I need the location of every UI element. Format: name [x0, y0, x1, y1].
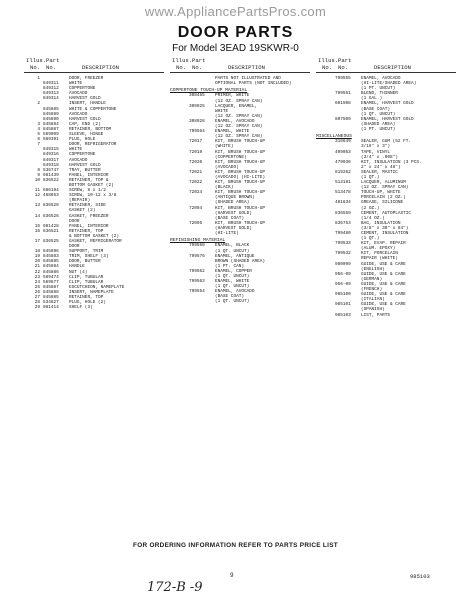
part-number: 799532: [335, 251, 351, 257]
part-description: OPTIONAL PARTS (NOT INCLUDED): [215, 81, 292, 87]
part-number: 569391: [43, 137, 59, 143]
part-description: HANDLE: [69, 264, 85, 270]
page-subtitle: For Model 3EAD 19SKWR-0: [172, 43, 299, 54]
illus-number: [316, 127, 335, 132]
part-row: [170, 299, 310, 304]
part-number: 836525: [43, 239, 59, 244]
part-number: 601508: [335, 101, 351, 107]
part-description: (3/8" x 30" x 84"): [361, 225, 409, 231]
part-number: 481634: [335, 200, 351, 206]
part-description: DOOR: [69, 218, 80, 224]
header-description: DESCRIPTION: [228, 64, 265, 71]
part-description: GASKET, FREEZER: [69, 213, 109, 219]
part-description: ESCUTCHEON, NAMEPLATE: [69, 284, 125, 290]
part-number: 309925: [189, 103, 205, 109]
part-description: SEALER, GUM (52 FT.: [361, 139, 412, 145]
part-number: 845885: [43, 106, 59, 112]
part-description: PORCELAIN (2 OZ.): [361, 195, 406, 201]
part-description: (SHADED AREA): [361, 121, 396, 127]
part-description: GUIDE, USE & CARE: [361, 302, 406, 308]
part-row: [24, 305, 164, 310]
part-description: LIST, PARTS: [361, 312, 390, 318]
part-description: GASKET (2): [69, 208, 96, 214]
part-number: 849315: [43, 147, 59, 153]
part-description: RETAINER, SIDE: [69, 203, 106, 209]
watermark: www.AppliancePartsPros.com: [144, 4, 327, 19]
part-number: 845890: [43, 116, 59, 122]
part-number: 849312: [43, 86, 59, 92]
part-number: [335, 127, 361, 132]
part-number: 513478: [335, 190, 351, 196]
illus-number: 27: [34, 295, 40, 301]
part-number: 72024: [189, 190, 203, 196]
illus-number: 3: [37, 121, 40, 127]
header-illus-no: No.: [30, 64, 41, 71]
part-number: 799554: [189, 289, 205, 295]
header-part-no: No.: [46, 64, 57, 71]
part-number: 845885: [43, 259, 59, 265]
header-description: DESCRIPTION: [374, 64, 411, 71]
part-description: AVOCADO: [69, 111, 88, 117]
part-number: 799562: [189, 268, 205, 274]
part-number: 807509: [335, 116, 351, 122]
part-number: 845887: [43, 126, 59, 132]
part-description: KIT, INSULATION (3 PCS.: [361, 159, 422, 165]
part-description: TOUCH-UP, WHITE: [361, 190, 401, 196]
part-description: CLIP, TUBULAR: [69, 279, 104, 285]
part-description: WHITE: [215, 108, 229, 114]
section-title: REFINISHING MATERIAL: [170, 238, 226, 244]
part-description: (1 QT. UNCUT): [361, 111, 396, 117]
illus-number: 25: [34, 284, 40, 290]
part-description: PRIMER, WHITE: [215, 93, 250, 99]
part-description: 3/16" x 3"): [361, 144, 390, 150]
part-description: (WHITE): [215, 144, 234, 150]
part-number: 845886: [43, 269, 59, 275]
part-description: (1 GAL.): [361, 96, 383, 102]
illus-number: 4: [37, 126, 40, 132]
part-description: GUIDE, USE & CARE: [361, 292, 406, 298]
part-description: (AVOCADO) (HI-LITE): [215, 174, 266, 180]
header-illus-no: No.: [322, 64, 333, 71]
part-description: INSERT, HANDLE: [69, 101, 106, 107]
part-description: WHITE & COPPERTONE: [69, 106, 117, 112]
part-description: (12 OZ. SPRAY CAN): [215, 124, 263, 130]
part-number: 72020: [189, 159, 203, 165]
part-description: & BOTTOM GASKET (2): [69, 233, 120, 239]
part-number: [189, 231, 215, 236]
part-number: 836522: [43, 177, 59, 183]
part-description: KIT, PORCELAIN: [361, 251, 398, 257]
illus-number: [170, 231, 189, 236]
part-number: 799551: [335, 91, 351, 97]
part-description: SCREW, 8 x 1/2: [69, 188, 106, 194]
part-number: 799560: [189, 243, 205, 249]
page-number: 9: [230, 572, 234, 579]
part-description: GASKET, REFRIGERATOR: [69, 239, 122, 244]
part-description: (GERMAN): [361, 276, 383, 282]
illus-number: 2: [37, 101, 40, 107]
part-description: (1 QT. UNCUT): [215, 284, 250, 290]
part-number: 836526: [43, 213, 59, 219]
part-description: ENAMEL, BLACK: [215, 243, 250, 249]
part-description: GREASE, SILICONE: [361, 200, 404, 206]
part-description: LACQUER, ALUMINUM: [361, 180, 406, 186]
part-description: (1 QT.): [361, 236, 380, 242]
part-number: 845889: [43, 111, 59, 117]
part-number: 536747: [43, 167, 59, 173]
part-description: (12 OZ. SPRAY CAN): [215, 98, 263, 104]
part-description: (1 QT.): [361, 174, 380, 180]
part-description: KIT, EVAP. REPAIR: [361, 241, 406, 247]
part-description: (COPPERTONE): [215, 154, 247, 160]
part-description: NUT (4): [69, 269, 88, 275]
part-description: KIT, BRUSH TOUCH-UP: [215, 220, 266, 226]
part-description: ENAMEL, WHITE: [215, 129, 250, 135]
part-number: 845896: [43, 249, 59, 255]
part-description: (HI-LITE/SHADED AREA): [361, 81, 417, 87]
part-description: ENAMEL, ANTIQUE: [215, 253, 255, 259]
header-illus-no: No.: [176, 64, 187, 71]
part-description: ENAMEL, WHITE: [215, 279, 250, 285]
part-number: 308928: [189, 118, 205, 124]
illus-number: 9: [37, 172, 40, 178]
illus-number: 14: [34, 213, 40, 219]
part-description: GUIDE, USE & CARE: [361, 281, 406, 287]
part-description: ENAMEL, HARVEST GOLD: [361, 116, 414, 122]
illus-number: [170, 299, 189, 304]
part-number: 836559: [335, 210, 351, 216]
part-description: (AVOCADO): [215, 164, 239, 170]
part-description: PANEL, INTERIOR: [69, 172, 109, 178]
part-description: GUIDE, USE & CARE: [361, 261, 406, 267]
illus-number: [170, 81, 189, 86]
illus-number: 28: [34, 300, 40, 306]
part-description: SUPPORT, TRIM: [69, 249, 104, 255]
part-description: TAPE, VINYL: [361, 149, 390, 155]
part-number: 985100: [335, 292, 351, 298]
part-description: SCREW, 10-12 x 3/8: [69, 193, 117, 199]
part-description: (1/4 OZ.): [361, 215, 385, 221]
part-description: (BASE COAT): [361, 106, 390, 112]
part-number: 316649: [335, 139, 351, 145]
illus-number: 7: [37, 142, 40, 148]
illus-number: 15: [34, 223, 40, 229]
part-description: HARVEST GOLD: [69, 96, 101, 102]
part-number: 845884: [43, 264, 59, 270]
part-description: COPPERTONE: [69, 86, 96, 92]
part-description: ENAMEL, AVOCADO: [215, 118, 255, 124]
part-number: 845888: [43, 289, 59, 295]
illus-number: 23: [34, 274, 40, 280]
illus-number: 1: [37, 76, 40, 81]
part-description: KIT, BRUSH TOUCH-UP: [215, 159, 266, 165]
handwritten-note: 172-B -9: [147, 580, 203, 595]
part-number: 799533: [335, 241, 351, 247]
part-description: CEMENT, AUTOPLASTIC: [361, 210, 412, 216]
header-illus: Illus.: [172, 57, 193, 64]
part-description: BROWN (SHADED AREA): [215, 258, 266, 264]
part-number: 836521: [43, 228, 59, 234]
part-number: 845884: [43, 121, 59, 127]
part-description: BAG, INSULATION: [361, 220, 401, 226]
part-description: KIT, BRUSH TOUCH-UP: [215, 180, 266, 186]
part-description: CLIP, TUBULAR: [69, 274, 104, 280]
part-description: INSERT, NAMEPLATE: [69, 289, 114, 295]
part-description: AVOCADO: [69, 157, 88, 163]
part-description: GUIDE, USE & CARE: [361, 271, 406, 277]
part-description: (1 PT. CAN): [215, 263, 244, 269]
part-number: 513181: [335, 180, 351, 186]
parts-column-right: [316, 58, 456, 318]
parts-column-middle: [170, 58, 310, 305]
part-description: (HARVEST GOLD): [215, 210, 252, 216]
part-number: 956-09: [335, 281, 351, 287]
section-title: MISCELLANEOUS: [316, 134, 352, 140]
part-description: DOOR, FREEZER: [69, 76, 104, 81]
part-description: HARVEST GOLD: [69, 116, 101, 122]
part-number: 849314: [43, 96, 59, 102]
illus-number: [316, 313, 335, 318]
illus-number: 13: [34, 203, 40, 209]
part-description: 2" x 24" x 48"): [361, 164, 401, 170]
part-description: CAP, END (2): [69, 121, 101, 127]
part-number: 845883: [43, 254, 59, 260]
part-number: 569677: [43, 279, 59, 285]
part-description: (1 PT. UNCUT): [361, 126, 396, 132]
part-description: TRAY, BUTTER: [69, 167, 101, 173]
header-part: Part: [338, 57, 352, 64]
part-row: [316, 313, 456, 318]
part-number: 72094: [189, 205, 203, 211]
part-number: 849313: [43, 91, 59, 97]
part-number: 819262: [335, 169, 351, 175]
part-description: RETAINER, BOTTOM: [69, 126, 112, 132]
part-description: (SHADED AREA): [215, 200, 250, 206]
part-number: 985101: [335, 302, 351, 308]
part-description: ENAMEL, COPPER: [215, 268, 252, 274]
column-header: [24, 58, 164, 73]
part-description: LACQUER, ENAMEL,: [215, 103, 258, 109]
part-description: (HARVEST GOLD): [215, 225, 252, 231]
illus-number: 24: [34, 279, 40, 285]
part-number: 981428: [43, 223, 59, 229]
part-number: 799563: [189, 279, 205, 285]
illus-number: 19: [34, 254, 40, 260]
illus-number: 10: [34, 177, 40, 183]
part-description: RETAINER, TOP: [69, 295, 104, 301]
part-number: 686194: [43, 188, 59, 194]
part-description: HARVEST GOLD: [69, 162, 101, 168]
part-number: 799555: [335, 76, 351, 81]
part-description: (REPAIR): [69, 198, 91, 204]
part-description: TRIM, SHELF (3): [69, 254, 109, 260]
part-description: (BLACK): [215, 185, 234, 191]
part-description: PARTS NOT ILLUSTRATED AND: [215, 76, 281, 81]
part-number: 845887: [43, 284, 59, 290]
part-description: DOOR, REFRIGERATOR: [69, 142, 117, 148]
part-description: (1 QT. UNCUT): [215, 248, 250, 254]
part-description: (BASE COAT): [215, 215, 244, 221]
part-description: AVOCADO: [69, 91, 88, 97]
part-number: 956-09: [335, 271, 351, 277]
part-description: SLEEVE, HINGE: [69, 132, 104, 138]
part-number: 569909: [43, 132, 59, 138]
part-description: (1 PT. UNCUT): [361, 86, 396, 92]
header-part-no: No.: [192, 64, 203, 71]
part-number: 799564: [189, 129, 205, 135]
part-description: (HI-LITE): [215, 231, 239, 237]
part-description: SHELF (3): [69, 305, 93, 311]
column-header: [170, 58, 310, 73]
part-description: COPPERTONE: [69, 152, 96, 158]
part-description: (1 QT. UNCUT): [215, 273, 250, 279]
part-number: 534827: [43, 300, 59, 306]
illus-number: 6: [37, 137, 40, 143]
part-number: 72022: [189, 180, 203, 186]
part-number: 845885: [43, 295, 59, 301]
illus-number: 5: [37, 132, 40, 138]
part-description: RETAINER, TOP: [69, 228, 104, 234]
part-description: WHITE: [69, 147, 83, 153]
part-number: 72019: [189, 149, 203, 155]
part-number: 980099: [335, 261, 351, 267]
part-number: [189, 81, 215, 86]
part-number: 849318: [43, 162, 59, 168]
part-description: KIT, BRUSH TOUCH-UP: [215, 190, 266, 196]
part-description: (BASE COAT): [215, 294, 244, 300]
part-number: 72095: [189, 220, 203, 226]
part-number: 308465: [189, 93, 205, 99]
part-description: (1 QT. UNCUT): [215, 299, 250, 305]
part-number: 72021: [189, 169, 203, 175]
part-number: 981439: [43, 172, 59, 178]
illus-number: 21: [34, 264, 40, 270]
part-description: KIT, BRUSH TOUCH-UP: [215, 139, 266, 145]
part-description: (ENGLISH): [361, 266, 385, 272]
illus-number: 20: [34, 259, 40, 265]
part-number: 799576: [189, 253, 205, 259]
part-number: 849311: [43, 81, 59, 87]
part-row: [170, 231, 310, 236]
illus-number: 29: [34, 305, 40, 311]
page-title: DOOR PARTS: [177, 24, 294, 41]
part-description: (3/4" x .008"): [361, 154, 398, 160]
part-row: [316, 127, 456, 132]
part-number: 836753: [335, 220, 351, 226]
part-description: KIT, BRUSH TOUCH-UP: [215, 205, 266, 211]
part-description: (FRENCH): [361, 287, 383, 293]
part-number: [189, 299, 215, 304]
illus-number: 8: [37, 167, 40, 173]
part-description: KIT, BRUSH TOUCH-UP: [215, 149, 266, 155]
header-illus: Illus.: [318, 57, 339, 64]
illus-number: 26: [34, 289, 40, 295]
part-description: SEALER, MASTIC: [361, 169, 398, 175]
part-number: 468653: [43, 193, 59, 199]
ordering-footer: FOR ORDERING INFORMATION REFER TO PARTS PRICE LIST: [133, 542, 338, 549]
part-number: 836520: [43, 203, 59, 209]
part-description: RETAINER, TOP &: [69, 177, 109, 183]
header-part-no: No.: [338, 64, 349, 71]
part-description: BOTTOM GASKET (2): [69, 182, 114, 188]
header-illus: Illus.: [26, 57, 47, 64]
illus-number: 12: [34, 193, 40, 199]
part-number: 849317: [43, 157, 59, 163]
part-description: ENAMEL, AVOCADO: [361, 76, 401, 81]
part-description: (SPANISH): [361, 307, 385, 313]
part-description: WHITE: [69, 81, 83, 87]
illus-number: 22: [34, 269, 40, 275]
column-header: [316, 58, 456, 73]
part-description: PLUG, HOLE (2): [69, 300, 106, 306]
part-description: (ANTIQUE BROWN): [215, 195, 255, 201]
part-description: ENAMEL, HARVEST GOLD: [361, 101, 414, 107]
part-number: 849316: [43, 152, 59, 158]
part-description: PANEL, INTERIOR: [69, 223, 109, 229]
header-description: DESCRIPTION: [82, 64, 119, 71]
part-description: KIT, BRUSH TOUCH-UP: [215, 169, 266, 175]
part-description: (12 OZ. SPRAY CAN): [361, 185, 409, 191]
header-part: Part: [192, 57, 206, 64]
part-description: ENAMEL, AVOCADO: [215, 289, 255, 295]
part-description: (12 OZ. SPRAY CAN): [215, 113, 263, 119]
section-title: COPPERTONE TOUCH-UP MATERIAL: [170, 88, 248, 94]
header-part: Part: [46, 57, 60, 64]
part-description: DOOR: [69, 244, 80, 250]
part-number: 72017: [189, 139, 203, 145]
illus-number: 17: [34, 239, 40, 244]
illus-number: 16: [34, 228, 40, 234]
doc-number: 985103: [410, 573, 430, 580]
part-description: CEMENT, INSULATION: [361, 231, 409, 237]
illus-number: 18: [34, 249, 40, 255]
part-number: 409053: [335, 149, 351, 155]
part-row: [170, 81, 310, 86]
part-description: (2 OZ.): [361, 205, 380, 211]
illus-number: 11: [34, 188, 40, 194]
part-description: REPAIR (WHITE): [361, 256, 398, 262]
part-number: 799480: [335, 231, 351, 237]
part-number: 981414: [43, 305, 59, 311]
part-description: (12 OZ. SPRAY CAN): [215, 134, 263, 140]
part-description: DOOR, BUTTER: [69, 259, 101, 265]
part-description: BLEND, THINNER: [361, 91, 398, 97]
parts-column-left: [24, 58, 164, 310]
part-number: 985103: [335, 312, 351, 318]
part-description: PLUG, HOLE: [69, 137, 96, 143]
part-description: (ITALIAN): [361, 297, 385, 303]
part-number: 479936: [335, 159, 351, 165]
part-number: 569474: [43, 274, 59, 280]
part-description: (ALUM. EPOXY): [361, 246, 396, 252]
